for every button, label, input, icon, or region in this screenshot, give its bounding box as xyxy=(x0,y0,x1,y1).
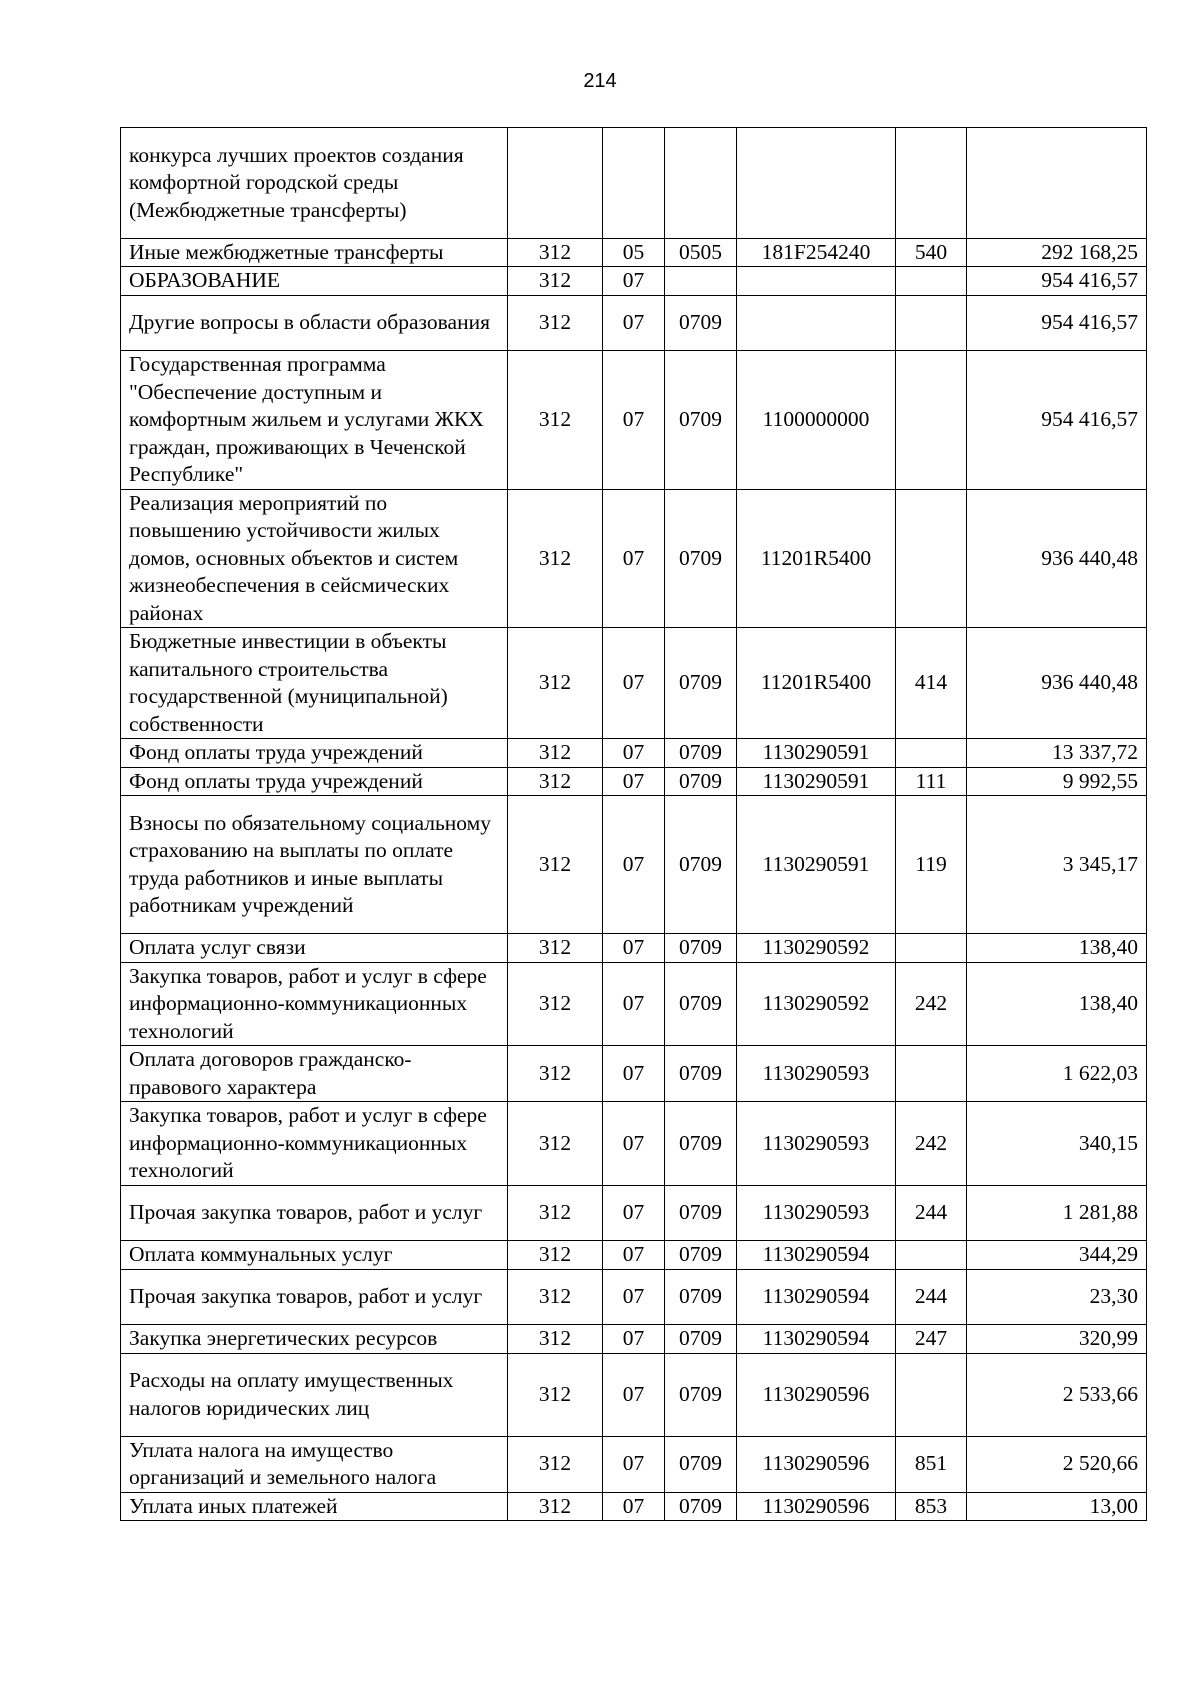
ministry-code-cell: 312 xyxy=(508,739,603,768)
expense-type-cell xyxy=(896,128,967,239)
expense-type-cell xyxy=(896,1241,967,1270)
table-row xyxy=(121,1269,1147,1325)
expense-type-cell: 414 xyxy=(896,628,967,739)
target-article-cell: 1130290594 xyxy=(737,1269,896,1325)
amount-cell: 23,30 xyxy=(967,1269,1147,1325)
item-name-cell: Уплата иных платежей xyxy=(121,1492,508,1521)
ministry-code-cell: 312 xyxy=(508,351,603,490)
section-code-cell: 07 xyxy=(603,267,665,296)
item-name-cell: Бюджетные инвестиции в объекты капитального строительства государственной (муниципальной) собственности xyxy=(121,628,508,739)
item-name-cell: Закупка товаров, работ и услуг в сфере информационно-коммуникационных технологий xyxy=(121,962,508,1046)
section-code-cell: 07 xyxy=(603,1436,665,1492)
ministry-code-cell: 312 xyxy=(508,1241,603,1270)
item-name-cell: Оплата договоров гражданско-правового характера xyxy=(121,1046,508,1102)
table-row xyxy=(121,351,1147,490)
subsection-code-cell: 0709 xyxy=(665,1353,737,1436)
item-name-cell: Фонд оплаты труда учреждений xyxy=(121,767,508,796)
item-name-cell: Расходы на оплату имущественных налогов юридических лиц xyxy=(121,1353,508,1436)
subsection-code-cell: 0709 xyxy=(665,767,737,796)
section-code-cell: 07 xyxy=(603,767,665,796)
table-row xyxy=(121,1353,1147,1436)
target-article-cell: 1130290591 xyxy=(737,739,896,768)
table-row xyxy=(121,1325,1147,1354)
section-code-cell: 07 xyxy=(603,1241,665,1270)
amount-cell: 954 416,57 xyxy=(967,351,1147,490)
amount-cell: 2 520,66 xyxy=(967,1436,1147,1492)
section-code-cell: 07 xyxy=(603,1102,665,1186)
amount-cell: 13 337,72 xyxy=(967,739,1147,768)
table-row xyxy=(121,1436,1147,1492)
section-code-cell: 07 xyxy=(603,628,665,739)
amount-cell: 936 440,48 xyxy=(967,628,1147,739)
expense-type-cell: 242 xyxy=(896,962,967,1046)
target-article-cell: 1130290592 xyxy=(737,962,896,1046)
amount-cell: 13,00 xyxy=(967,1492,1147,1521)
section-code-cell: 07 xyxy=(603,1353,665,1436)
ministry-code-cell: 312 xyxy=(508,1353,603,1436)
ministry-code-cell xyxy=(508,128,603,239)
amount-cell: 954 416,57 xyxy=(967,295,1147,351)
item-name-cell: Оплата услуг связи xyxy=(121,934,508,963)
amount-cell: 9 992,55 xyxy=(967,767,1147,796)
ministry-code-cell: 312 xyxy=(508,1325,603,1354)
subsection-code-cell: 0709 xyxy=(665,351,737,490)
amount-cell: 954 416,57 xyxy=(967,267,1147,296)
target-article-cell: 1130290594 xyxy=(737,1325,896,1354)
table-body xyxy=(121,128,1147,1521)
amount-cell: 344,29 xyxy=(967,1241,1147,1270)
amount-cell: 936 440,48 xyxy=(967,489,1147,628)
ministry-code-cell: 312 xyxy=(508,238,603,267)
target-article-cell xyxy=(737,128,896,239)
table-row xyxy=(121,128,1147,239)
section-code-cell: 05 xyxy=(603,238,665,267)
subsection-code-cell: 0709 xyxy=(665,1241,737,1270)
ministry-code-cell: 312 xyxy=(508,1269,603,1325)
item-name-cell: Закупка товаров, работ и услуг в сфере информационно-коммуникационных технологий xyxy=(121,1102,508,1186)
subsection-code-cell: 0505 xyxy=(665,238,737,267)
target-article-cell: 1130290596 xyxy=(737,1353,896,1436)
subsection-code-cell: 0709 xyxy=(665,1325,737,1354)
section-code-cell: 07 xyxy=(603,295,665,351)
expense-type-cell xyxy=(896,351,967,490)
section-code-cell: 07 xyxy=(603,489,665,628)
item-name-cell: Прочая закупка товаров, работ и услуг xyxy=(121,1185,508,1241)
table-row xyxy=(121,1241,1147,1270)
ministry-code-cell: 312 xyxy=(508,628,603,739)
section-code-cell: 07 xyxy=(603,1269,665,1325)
table-row xyxy=(121,1102,1147,1186)
target-article-cell: 1130290593 xyxy=(737,1046,896,1102)
item-name-cell: Другие вопросы в области образования xyxy=(121,295,508,351)
ministry-code-cell: 312 xyxy=(508,489,603,628)
target-article-cell: 1130290593 xyxy=(737,1102,896,1186)
subsection-code-cell: 0709 xyxy=(665,739,737,768)
table-row xyxy=(121,295,1147,351)
item-name-cell: Фонд оплаты труда учреждений xyxy=(121,739,508,768)
expense-type-cell: 244 xyxy=(896,1185,967,1241)
expense-type-cell xyxy=(896,267,967,296)
table-row xyxy=(121,796,1147,934)
target-article-cell: 1130290593 xyxy=(737,1185,896,1241)
table-row xyxy=(121,1492,1147,1521)
ministry-code-cell: 312 xyxy=(508,295,603,351)
item-name-cell: Государственная программа "Обеспечение доступным и комфортным жильем и услугами ЖКХ граждан, проживающих в Чеченской Республике" xyxy=(121,351,508,490)
table-row xyxy=(121,1185,1147,1241)
page-number: 214 xyxy=(583,70,617,92)
subsection-code-cell: 0709 xyxy=(665,628,737,739)
table-row xyxy=(121,628,1147,739)
amount-cell: 138,40 xyxy=(967,934,1147,963)
subsection-code-cell xyxy=(665,267,737,296)
item-name-cell: конкурса лучших проектов создания комфортной городской среды (Межбюджетные трансферты) xyxy=(121,128,508,239)
ministry-code-cell: 312 xyxy=(508,962,603,1046)
expense-type-cell xyxy=(896,489,967,628)
table-row xyxy=(121,489,1147,628)
section-code-cell: 07 xyxy=(603,1325,665,1354)
subsection-code-cell: 0709 xyxy=(665,1492,737,1521)
expense-type-cell: 853 xyxy=(896,1492,967,1521)
target-article-cell: 1130290591 xyxy=(737,796,896,934)
target-article-cell: 11201R5400 xyxy=(737,628,896,739)
table-row xyxy=(121,238,1147,267)
ministry-code-cell: 312 xyxy=(508,934,603,963)
item-name-cell: Реализация мероприятий по повышению устойчивости жилых домов, основных объектов и систем жизнеобеспечения в сейсмических районах xyxy=(121,489,508,628)
expense-type-cell xyxy=(896,739,967,768)
target-article-cell: 1130290596 xyxy=(737,1436,896,1492)
target-article-cell: 181F254240 xyxy=(737,238,896,267)
expense-type-cell: 119 xyxy=(896,796,967,934)
section-code-cell: 07 xyxy=(603,1492,665,1521)
item-name-cell: Закупка энергетических ресурсов xyxy=(121,1325,508,1354)
budget-table xyxy=(120,127,1147,1521)
expense-type-cell: 540 xyxy=(896,238,967,267)
subsection-code-cell: 0709 xyxy=(665,295,737,351)
target-article-cell: 1130290591 xyxy=(737,767,896,796)
table-row xyxy=(121,1046,1147,1102)
section-code-cell: 07 xyxy=(603,739,665,768)
section-code-cell: 07 xyxy=(603,962,665,1046)
ministry-code-cell: 312 xyxy=(508,767,603,796)
expense-type-cell: 242 xyxy=(896,1102,967,1186)
subsection-code-cell: 0709 xyxy=(665,934,737,963)
expense-type-cell xyxy=(896,934,967,963)
table-row xyxy=(121,962,1147,1046)
item-name-cell: Взносы по обязательному социальному страхованию на выплаты по оплате труда работников и иные выплаты работникам учреждений xyxy=(121,796,508,934)
expense-type-cell: 244 xyxy=(896,1269,967,1325)
subsection-code-cell: 0709 xyxy=(665,962,737,1046)
target-article-cell: 1130290592 xyxy=(737,934,896,963)
target-article-cell: 1100000000 xyxy=(737,351,896,490)
expense-type-cell xyxy=(896,1353,967,1436)
ministry-code-cell: 312 xyxy=(508,1102,603,1186)
ministry-code-cell: 312 xyxy=(508,796,603,934)
section-code-cell: 07 xyxy=(603,351,665,490)
section-code-cell: 07 xyxy=(603,1185,665,1241)
amount-cell: 320,99 xyxy=(967,1325,1147,1354)
item-name-cell: Уплата налога на имущество организаций и земельного налога xyxy=(121,1436,508,1492)
amount-cell: 3 345,17 xyxy=(967,796,1147,934)
item-name-cell: Оплата коммунальных услуг xyxy=(121,1241,508,1270)
expense-type-cell: 851 xyxy=(896,1436,967,1492)
item-name-cell: Иные межбюджетные трансферты xyxy=(121,238,508,267)
table-row xyxy=(121,767,1147,796)
subsection-code-cell xyxy=(665,128,737,239)
section-code-cell: 07 xyxy=(603,1046,665,1102)
target-article-cell: 11201R5400 xyxy=(737,489,896,628)
section-code-cell xyxy=(603,128,665,239)
ministry-code-cell: 312 xyxy=(508,1185,603,1241)
ministry-code-cell: 312 xyxy=(508,1492,603,1521)
table-row xyxy=(121,739,1147,768)
table-row xyxy=(121,267,1147,296)
table-row xyxy=(121,934,1147,963)
subsection-code-cell: 0709 xyxy=(665,1046,737,1102)
expense-type-cell: 247 xyxy=(896,1325,967,1354)
subsection-code-cell: 0709 xyxy=(665,1436,737,1492)
ministry-code-cell: 312 xyxy=(508,1436,603,1492)
subsection-code-cell: 0709 xyxy=(665,796,737,934)
amount-cell: 138,40 xyxy=(967,962,1147,1046)
target-article-cell xyxy=(737,267,896,296)
subsection-code-cell: 0709 xyxy=(665,1269,737,1325)
amount-cell: 1 281,88 xyxy=(967,1185,1147,1241)
amount-cell xyxy=(967,128,1147,239)
expense-type-cell xyxy=(896,1046,967,1102)
amount-cell: 2 533,66 xyxy=(967,1353,1147,1436)
expense-type-cell xyxy=(896,295,967,351)
subsection-code-cell: 0709 xyxy=(665,1102,737,1186)
section-code-cell: 07 xyxy=(603,796,665,934)
target-article-cell xyxy=(737,295,896,351)
ministry-code-cell: 312 xyxy=(508,267,603,296)
target-article-cell: 1130290596 xyxy=(737,1492,896,1521)
subsection-code-cell: 0709 xyxy=(665,1185,737,1241)
amount-cell: 1 622,03 xyxy=(967,1046,1147,1102)
section-code-cell: 07 xyxy=(603,934,665,963)
expense-type-cell: 111 xyxy=(896,767,967,796)
ministry-code-cell: 312 xyxy=(508,1046,603,1102)
amount-cell: 292 168,25 xyxy=(967,238,1147,267)
item-name-cell: Прочая закупка товаров, работ и услуг xyxy=(121,1269,508,1325)
item-name-cell: ОБРАЗОВАНИЕ xyxy=(121,267,508,296)
amount-cell: 340,15 xyxy=(967,1102,1147,1186)
target-article-cell: 1130290594 xyxy=(737,1241,896,1270)
subsection-code-cell: 0709 xyxy=(665,489,737,628)
